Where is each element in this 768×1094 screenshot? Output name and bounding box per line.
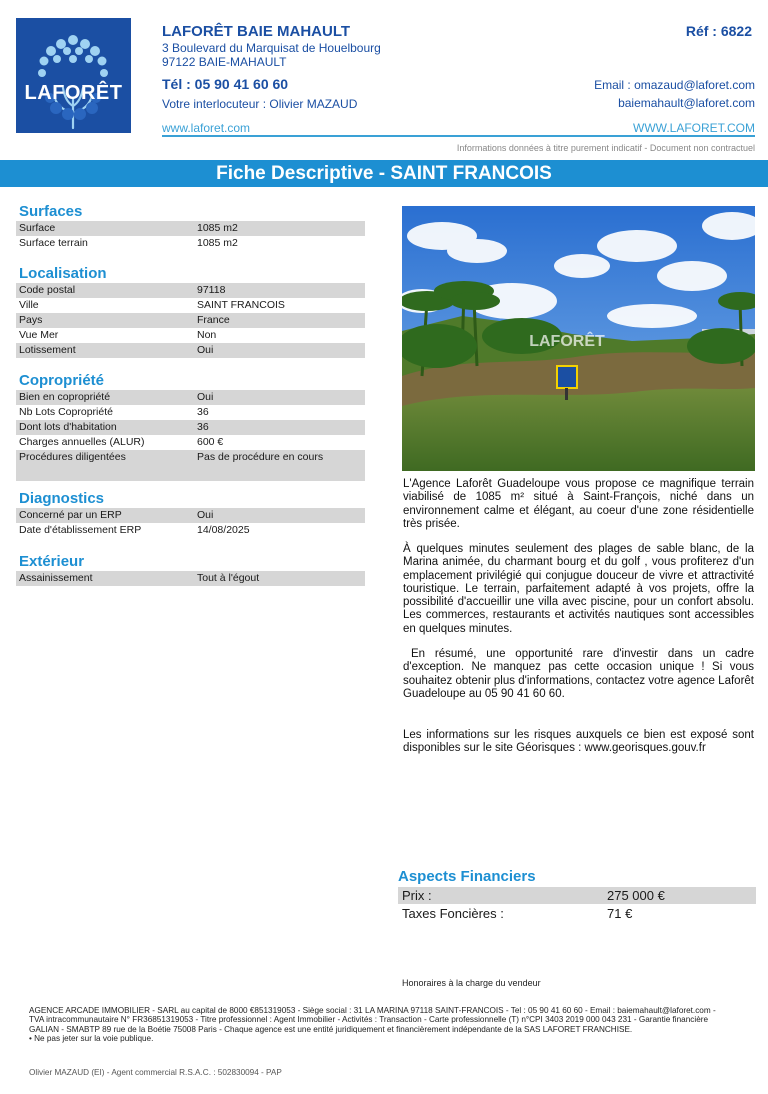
website-link-right[interactable]: WWW.LAFORET.COM [633, 121, 755, 135]
table-row [16, 221, 365, 236]
legal-mentions: AGENCE ARCADE IMMOBILIER - SARL au capital de 8000 €851319053 - Siège social : 31 LA MARINA 97118 SAINT-FRANCOIS - Tel : 05 90 41 60 60 - Email : baiemahault@laforet.com - TVA intracommunautaire N° FR36851319053 - Titre professionnel : Agent Immobilier - Activités : Transaction - Carte professionnelle (T) n°CPI 3403 2019 000 043 231 - Garantie financière GALIAN - SMABTP 89 rue de la Boétie 75008 Paris - Chaque agence est une entité juridiquement et financièrement indépendante de la SAS LAFORET FRANCHISE. [29, 1006, 716, 1034]
property-photo [402, 206, 755, 471]
footer-legal-text [29, 1006, 729, 1043]
terrain-landscape-image [402, 206, 755, 471]
row-value: Pas de procédure en cours [197, 451, 324, 463]
row-value: 1085 m2 [197, 222, 238, 234]
row-value: Tout à l'égout [197, 572, 260, 584]
row-value: Oui [197, 344, 214, 356]
fees-note: Honoraires à la charge du vendeur [402, 978, 541, 988]
table-row [16, 390, 365, 405]
row-label: Date d'établissement ERP [19, 524, 142, 536]
localisation-table [16, 283, 365, 358]
row-value: Non [197, 329, 217, 341]
row-label: Surface terrain [19, 237, 88, 249]
section-title-copropriete: Copropriété [19, 372, 105, 389]
table-row [16, 571, 365, 586]
table-row [16, 236, 365, 251]
tree-logo-icon [16, 18, 131, 133]
description-paragraph-3: En résumé, une opportunité rare d'investir dans un cadre d'exception. Ne manquez pas cette occasion unique ! Si vous souhaitez obtenir plus d'informations, contactez votre agence Laforêt Guadeloupe au 05 90 41 60 60. [403, 648, 754, 700]
row-label: Vue Mer [19, 329, 59, 341]
row-value: SAINT FRANCOIS [197, 299, 285, 311]
tax-label: Taxes Foncières : [402, 906, 504, 921]
section-title-localisation: Localisation [19, 265, 107, 282]
row-label: Procédures diligentées [19, 451, 126, 463]
disclaimer: Informations données à titre purement indicatif - Document non contractuel [456, 143, 755, 153]
row-value: 14/08/2025 [197, 524, 250, 536]
agency-email[interactable]: Email : omazaud@laforet.com [594, 78, 755, 92]
price-label: Prix : [402, 888, 432, 903]
agency-address-line2: 97122 BAIE-MAHAULT [162, 55, 287, 69]
agency-name: LAFORÊT BAIE MAHAULT [162, 23, 351, 40]
row-value: Oui [197, 509, 214, 521]
row-label: Concerné par un ERP [19, 509, 122, 521]
agency-phone: Tél : 05 90 41 60 60 [162, 76, 289, 92]
copropriete-table [16, 390, 365, 481]
agency-logo [16, 18, 131, 133]
agency-contact: Votre interlocuteur : Olivier MAZAUD [162, 97, 358, 111]
page-title-banner: Fiche Descriptive - SAINT FRANCOIS [0, 160, 768, 187]
row-value: France [197, 314, 230, 326]
row-value: 1085 m2 [197, 237, 238, 249]
table-row [16, 435, 365, 450]
row-value: Oui [197, 391, 214, 403]
section-title-financial: Aspects Financiers [398, 868, 536, 885]
description-paragraph-2: À quelques minutes seulement des plages de sable blanc, de la Marina animée, du charmant bourg et du golf , vous profiterez d'un emplacement privilégié qui conjugue douceur de vivre et attractivité touristique. Le terrain, parfaitement adapté à vos projets, offre la possibilité d'accueillir une villa avec piscine, pour un confort absolu. Les commerces, restaurants et activités nautiques sont accessibles en quelques minutes. [403, 543, 754, 635]
section-title-diagnostics: Diagnostics [19, 490, 105, 507]
photo-watermark: LAFORÊT [529, 333, 605, 350]
website-link-left[interactable]: www.laforet.com [162, 121, 251, 135]
row-label: Assainissement [19, 572, 93, 584]
table-row [16, 313, 365, 328]
header-divider [162, 135, 755, 137]
surfaces-table [16, 221, 365, 251]
logo-wordmark: LAFORÊT [24, 82, 123, 104]
tax-value: 71 € [607, 906, 633, 921]
table-row [16, 343, 365, 358]
agency-email-secondary[interactable]: baiemahault@laforet.com [618, 96, 755, 110]
diagnostics-table [16, 508, 365, 538]
footer-agent-info: Olivier MAZAUD (EI) - Agent commercial R.S.A.C. : 502830094 - PAP [29, 1068, 282, 1077]
legal-note: • Ne pas jeter sur la voie publique. [29, 1033, 154, 1043]
row-label: Code postal [19, 284, 76, 296]
row-label: Bien en copropriété [19, 391, 111, 403]
tax-row [398, 905, 756, 922]
agency-address-line1: 3 Boulevard du Marquisat de Houelbourg [162, 41, 381, 55]
row-label: Surface [19, 222, 56, 234]
table-row [16, 450, 365, 481]
exterieur-table [16, 571, 365, 586]
table-row [16, 298, 365, 313]
row-value: 97118 [197, 284, 226, 296]
table-row [16, 508, 365, 523]
row-label: Ville [19, 299, 39, 311]
row-value: 36 [197, 406, 209, 418]
description-paragraph-4: Les informations sur les risques auxquels ce bien est exposé sont disponibles sur le site Géorisques : www.georisques.gouv.fr [403, 729, 754, 755]
table-row [16, 405, 365, 420]
section-title-surfaces: Surfaces [19, 203, 83, 220]
row-label: Charges annuelles (ALUR) [19, 436, 145, 448]
row-label: Dont lots d'habitation [19, 421, 117, 433]
price-value: 275 000 € [607, 888, 665, 903]
row-label: Pays [19, 314, 43, 326]
price-row [398, 887, 756, 904]
row-label: Lotissement [19, 344, 76, 356]
row-value: 600 € [197, 436, 224, 448]
table-row [16, 420, 365, 435]
reference-number: Réf : 6822 [685, 23, 752, 39]
description-paragraph-1: L'Agence Laforêt Guadeloupe vous propose ce magnifique terrain viabilisé de 1085 m² situé à Saint-François, niché dans un environnement calme et élégant, au coeur d'une zone résidentielle très prisée. [403, 478, 754, 530]
row-label: Nb Lots Copropriété [19, 406, 113, 418]
table-row [16, 328, 365, 343]
table-row [16, 523, 365, 538]
table-row [16, 283, 365, 298]
row-value: 36 [197, 421, 209, 433]
section-title-exterieur: Extérieur [19, 553, 85, 570]
